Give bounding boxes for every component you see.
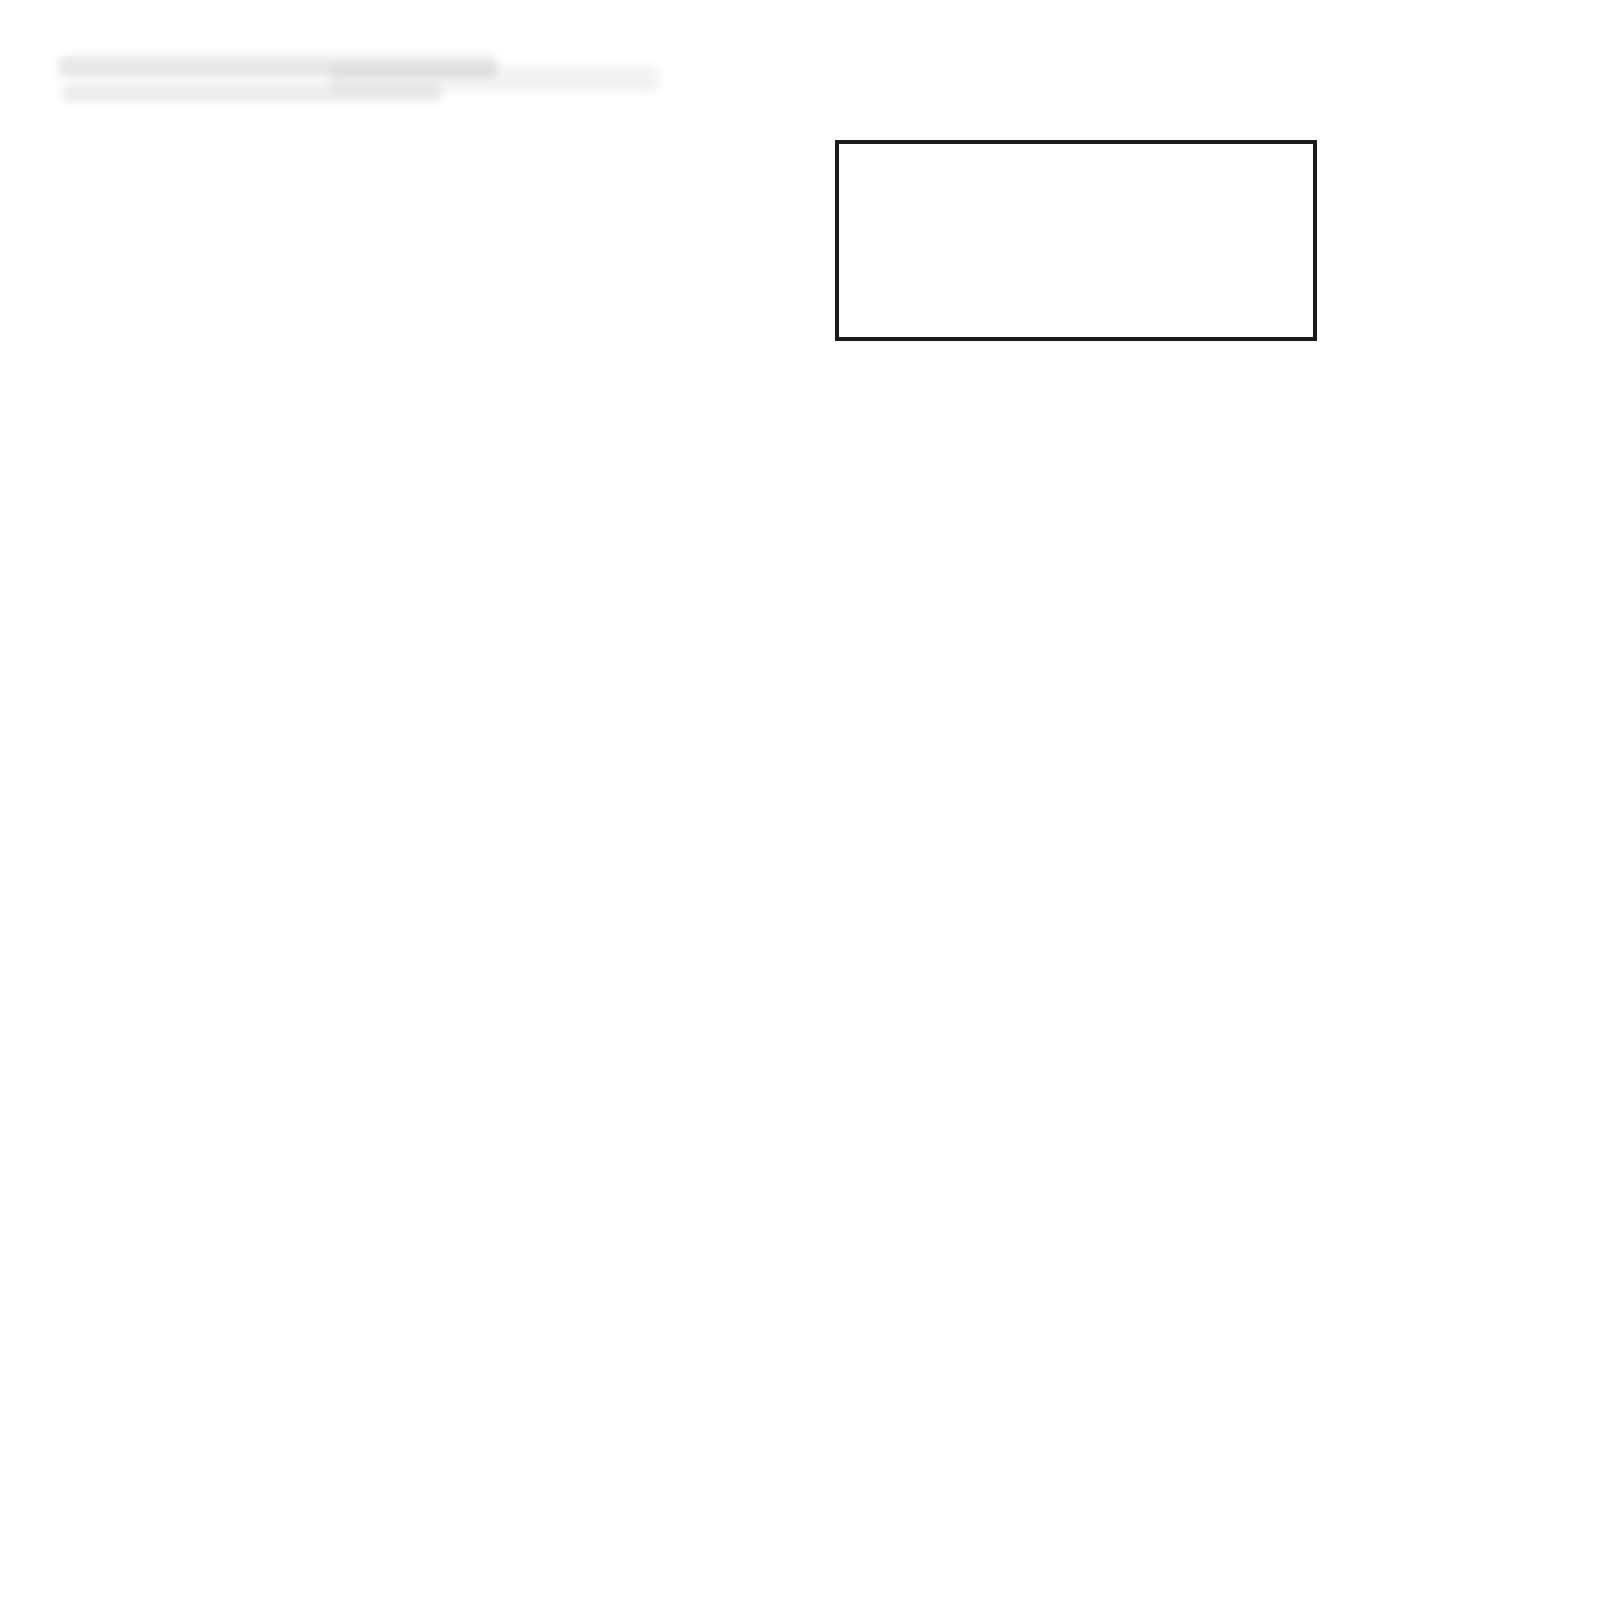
title-box: [835, 140, 1317, 341]
scan-smudge: [330, 66, 660, 92]
